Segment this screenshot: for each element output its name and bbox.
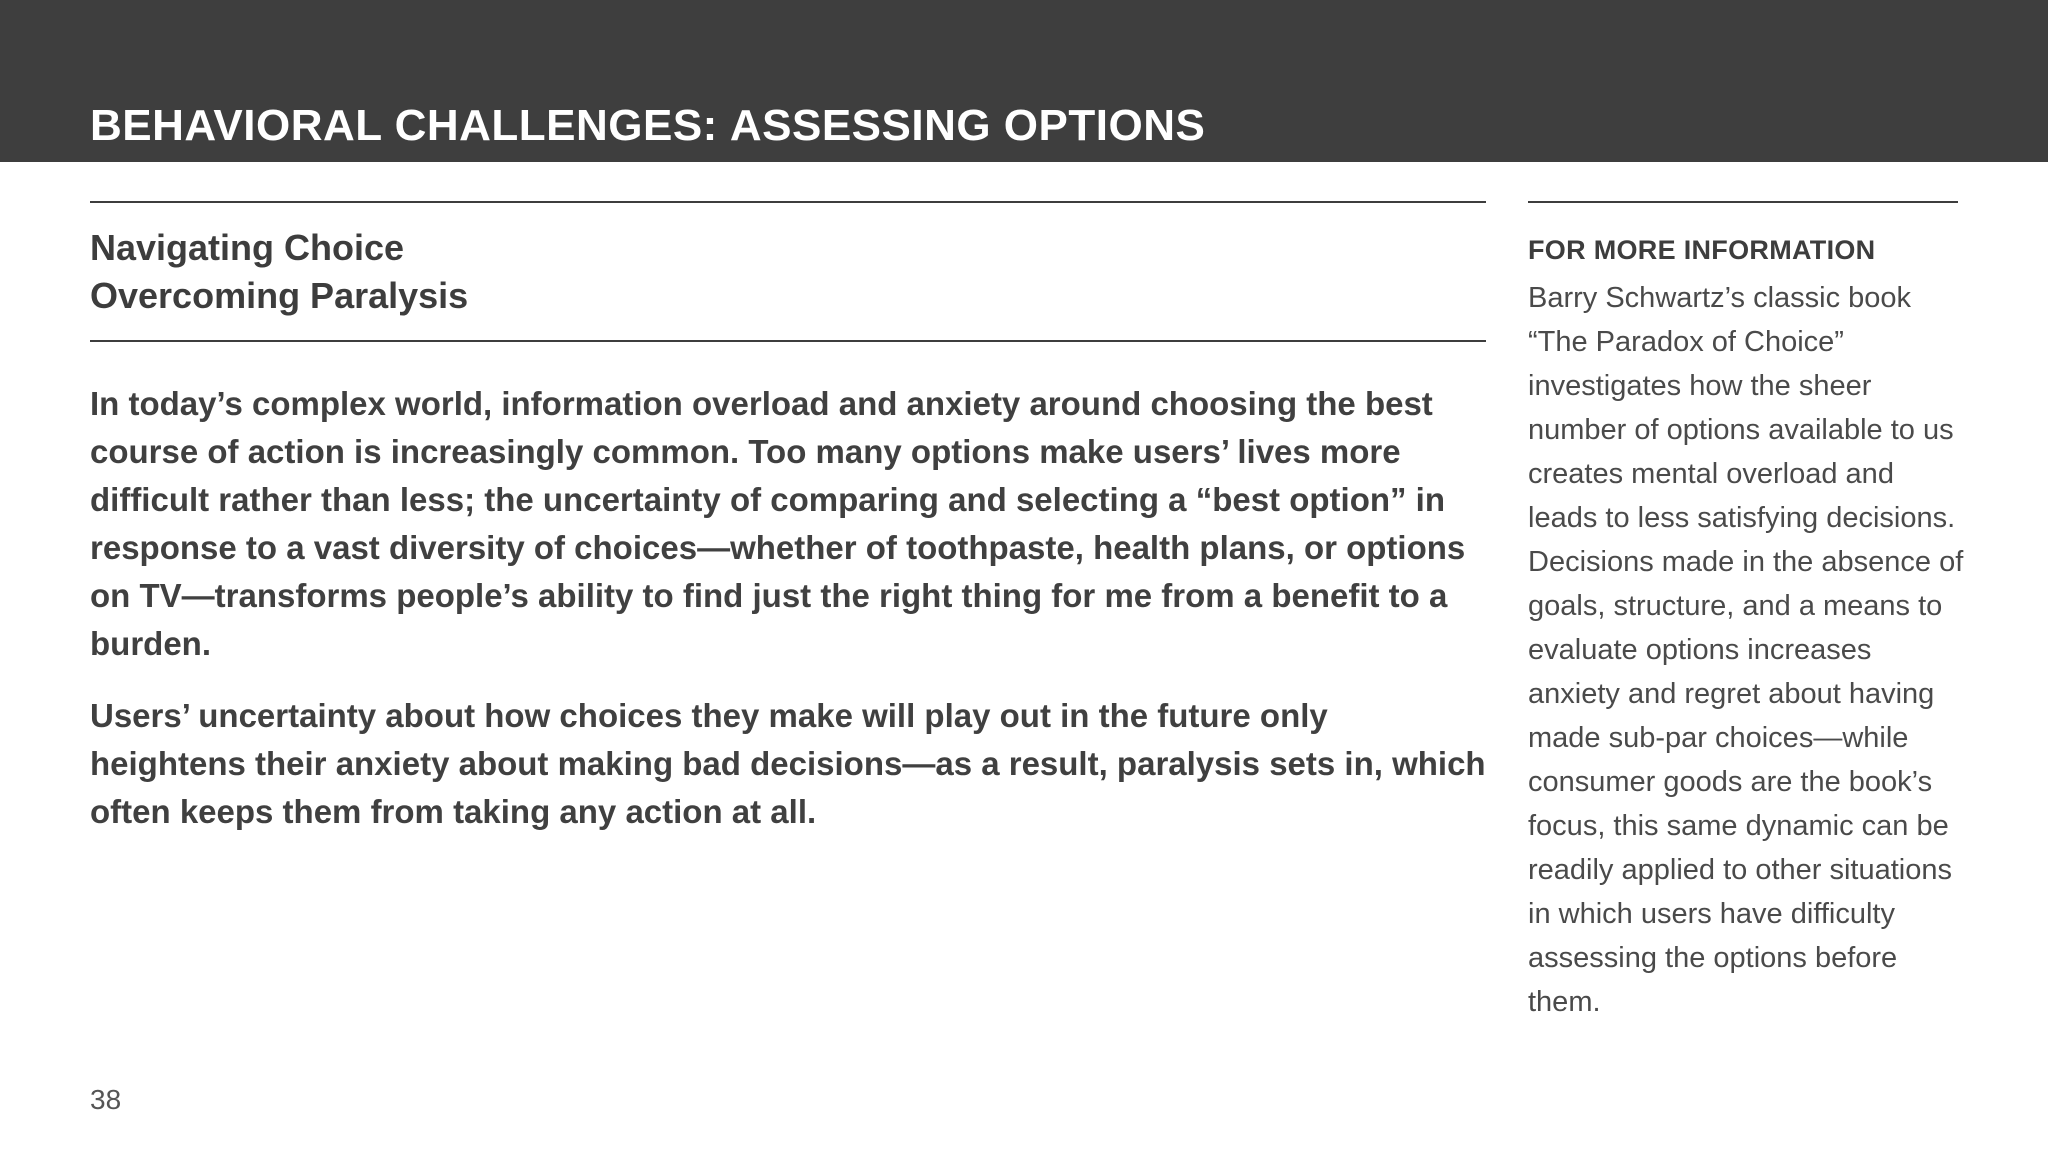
sidebar-top-divider	[1528, 201, 1958, 203]
sidebar-heading: FOR MORE INFORMATION	[1528, 235, 1876, 265]
subhead-navigating-choice: Navigating Choice	[90, 227, 405, 268]
body-paragraph-2: Users’ uncertainty about how choices they make will play out in the future only heightens their anxiety about making bad decisions—as a result, paralysis sets in, which often keeps them from taking any action at all.	[90, 697, 1486, 830]
main-body	[90, 380, 1490, 860]
header-bar	[0, 0, 2048, 162]
page-title	[90, 100, 1205, 152]
page-title-prefix: BEHAVIORAL CHALLENGES:	[90, 101, 718, 150]
body-paragraph-1: In today’s complex world, information overload and anxiety around choosing the best course of action is increasingly common. Too many options make users’ lives more difficult rather than less; the uncertainty of comparing and selecting a “best option” in response to a vast diversity of choices—whether of toothpaste, health plans, or options on TV—transforms people’s ability to find just the right thing for me from a benefit to a burden.	[90, 385, 1466, 662]
sidebar-body: Barry Schwartz’s classic book “The Paradox of Choice” investigates how the sheer number of options available to us creates mental overload and leads to less satisfying decisions. Decisions made in the absence of goals, structure, and a means to evaluate options increases anxiety and regret about having made sub-par choices—while consumer goods are the book’s focus, this same dynamic can be readily applied to other situations in which users have difficulty assessing the options before them.	[1528, 282, 1964, 1018]
section-subheads	[90, 224, 468, 320]
sidebar-more-information	[1528, 230, 1968, 1024]
subhead-overcoming-paralysis: Overcoming Paralysis	[90, 275, 469, 316]
main-top-divider	[90, 201, 1486, 203]
page-number: 38	[90, 1084, 122, 1115]
page-title-topic: ASSESSING OPTIONS	[729, 101, 1206, 150]
main-bottom-divider	[90, 340, 1486, 342]
